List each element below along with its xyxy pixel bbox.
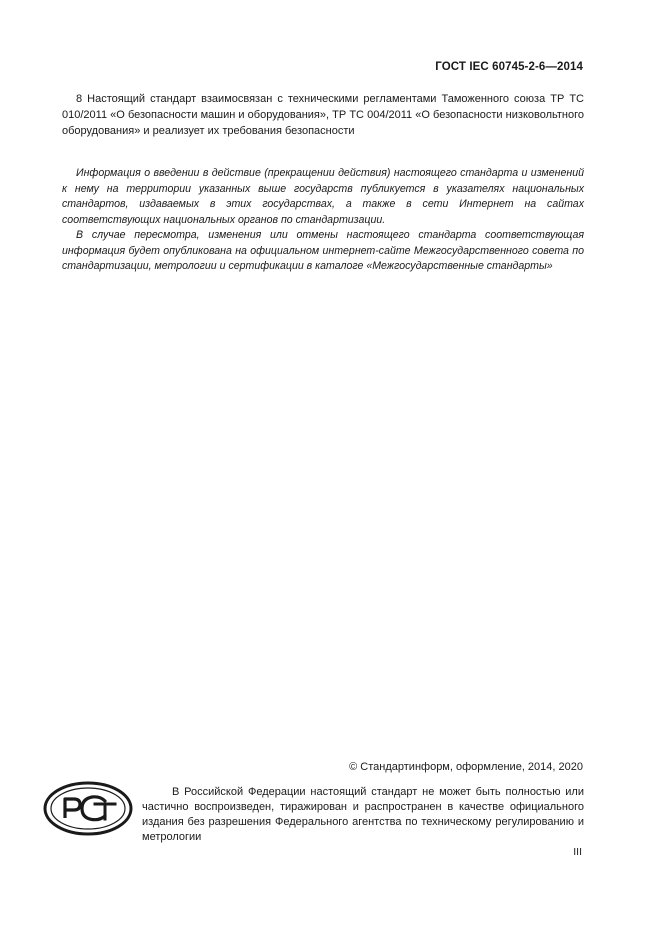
info-paragraph-publication: Информация о введении в действие (прекращении действия) настоящего стандарта и изменений к нему на территории указанных выше государств публикуется в указателях национальных стандартов, издаваемых в этих государствах, а также в сети Интернет на сайтах соответствующих национальных органов по стандартизации. <box>62 167 584 226</box>
copyright-line: © Стандартинформ, оформление, 2014, 2020 <box>349 761 583 773</box>
rst-certification-mark-icon <box>43 781 133 836</box>
info-paragraph-revision: В случае пересмотра, изменения или отмены настоящего стандарта соответствующая информация будет опубликована на официальном интернет-сайте Межгосударственного совета по стандартизации, метрологии и сертификации в каталоге «Межгосударственные стандарты» <box>62 229 584 272</box>
standard-info-block <box>62 166 584 275</box>
reproduction-notice: В Российской Федерации настоящий стандарт не может быть полностью или частично воспроизведен, тиражирован и распространен в качестве официального издания без разрешения Федерального агентства по техническому регулированию и метрологии <box>142 786 584 843</box>
standard-code-header: ГОСТ IEC 60745-2-6—2014 <box>435 61 583 73</box>
clause-8-text: 8 Настоящий стандарт взаимосвязан с техническими регламентами Таможенного союза ТР ТС 010/2011 «О безопасности машин и оборудования», ТР ТС 004/2011 «О безопасности низковольтного оборудования» и реализует их требования безопасности <box>62 93 584 137</box>
page-number: III <box>573 846 582 858</box>
